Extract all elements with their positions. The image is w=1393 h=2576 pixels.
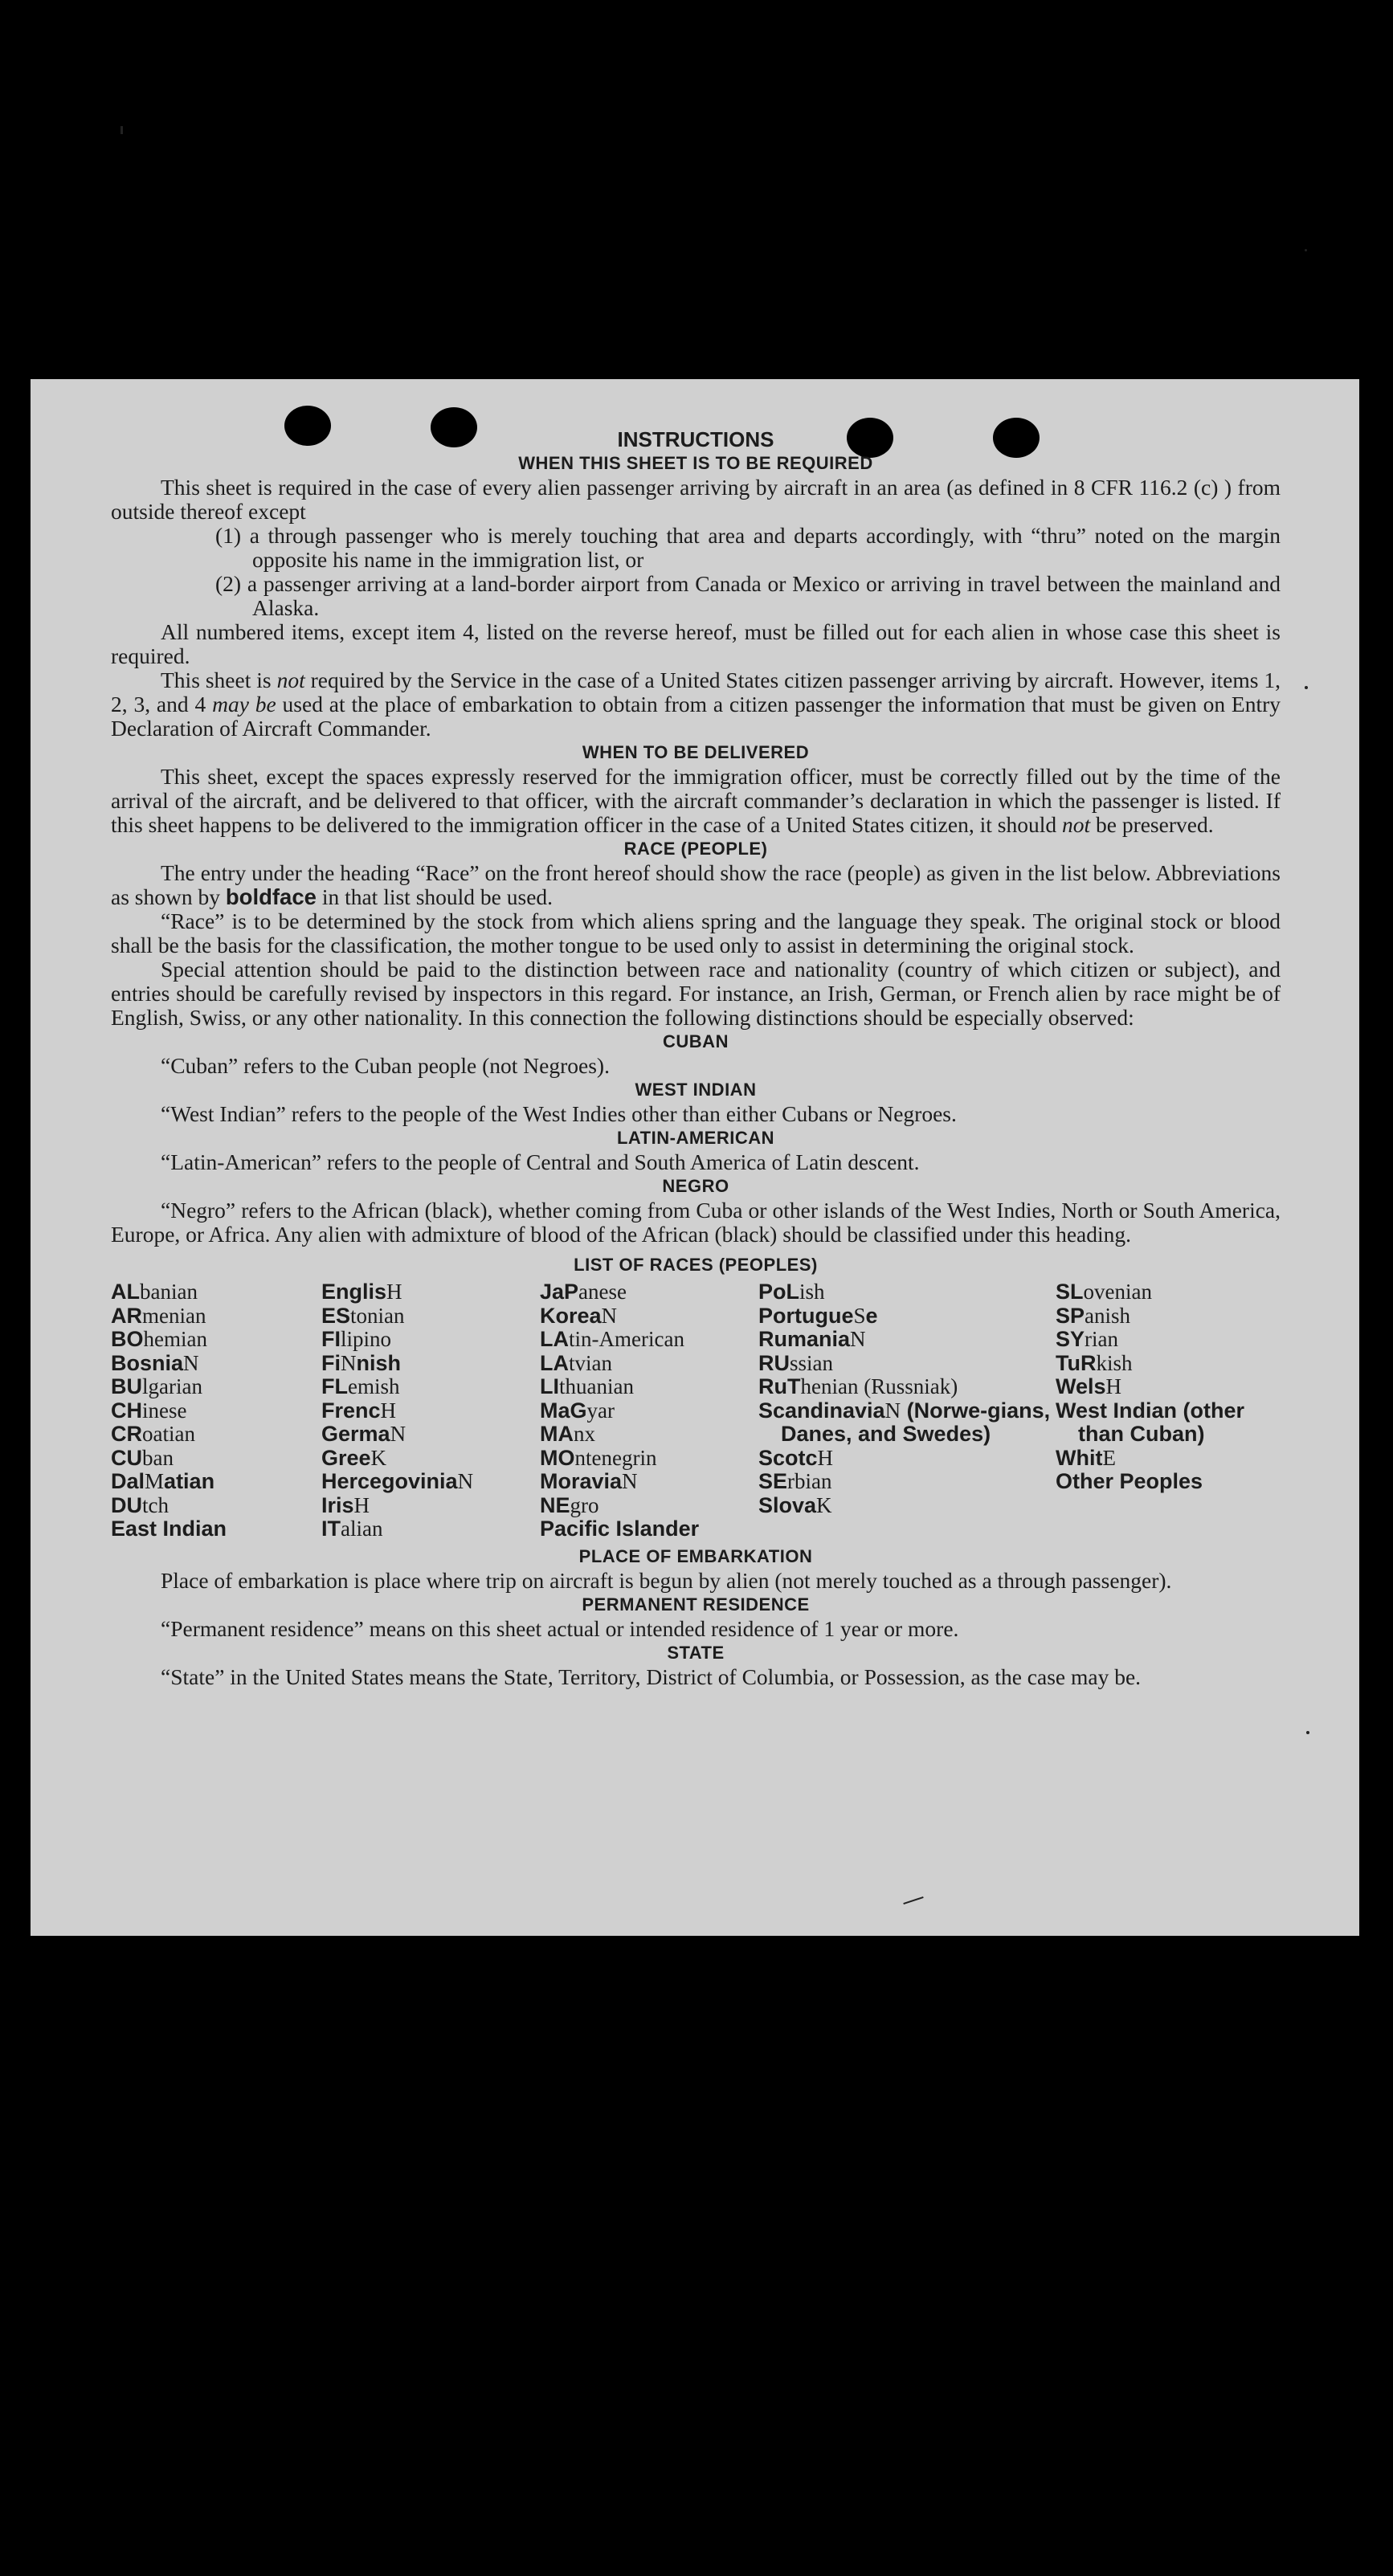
- race-abbreviation: Slova: [758, 1492, 817, 1517]
- race-abbreviation: SL: [1056, 1280, 1084, 1304]
- race-text: N: [341, 1350, 357, 1375]
- race-entry: [540, 1304, 758, 1329]
- race-entry: [1056, 1328, 1281, 1352]
- race-text: ban: [142, 1445, 174, 1470]
- race-abbreviation: Bosnia: [111, 1350, 184, 1375]
- text-run: required by the Service in the case of a United States citizen passenger arriving by aircraft. However, items 1, 2, 3, and 4: [111, 667, 1281, 716]
- bold-text: boldface: [225, 884, 317, 909]
- race-text: H: [353, 1492, 370, 1517]
- race-abbreviation: Frenc: [321, 1398, 381, 1423]
- race-text: N: [390, 1422, 406, 1446]
- race-entry: [758, 1399, 1056, 1447]
- race-entry: [540, 1352, 758, 1376]
- race-entry: [111, 1517, 321, 1541]
- race-entry: [111, 1447, 321, 1471]
- race-abbreviation: Pacific Islander: [540, 1517, 700, 1541]
- race-abbreviation: SY: [1056, 1327, 1085, 1351]
- race-entry: [540, 1447, 758, 1471]
- race-abbreviation: Scotc: [758, 1445, 818, 1470]
- scan-mark: [121, 126, 123, 134]
- document-body: [111, 427, 1281, 1689]
- italic-text: not: [276, 667, 305, 692]
- race-entry: [321, 1375, 540, 1399]
- race-text: ssian: [790, 1350, 833, 1375]
- paragraph: “Race” is to be determined by the stock from which aliens spring and the language they speak. The original stock or blood shall be the basis for the classification, the mother tongue to be used only to assist in determining the original stock.: [111, 908, 1281, 957]
- instruction-sheet: [31, 379, 1359, 1936]
- race-entry: [111, 1304, 321, 1329]
- section-heading: CUBAN: [663, 1031, 729, 1051]
- race-abbreviation: Germa: [321, 1422, 390, 1446]
- race-entry: [321, 1470, 540, 1494]
- race-text: hemian: [143, 1327, 207, 1351]
- races-column: [321, 1280, 540, 1541]
- paragraph: Place of embarkation is place where trip on aircraft is begun by alien (not merely touched as a through passenger).: [161, 1567, 1172, 1593]
- race-text: S: [853, 1303, 866, 1328]
- race-text: H: [817, 1445, 834, 1470]
- scan-mark: [1306, 1731, 1309, 1734]
- italic-text: not: [1061, 812, 1091, 837]
- paragraph: “State” in the United States means the State, Territory, District of Columbia, or Possession, as the case may be.: [161, 1664, 1142, 1689]
- race-abbreviation: ES: [321, 1303, 351, 1328]
- race-abbreviation: TuR: [1056, 1350, 1097, 1375]
- race-abbreviation: DU: [111, 1492, 142, 1517]
- races-column: [540, 1280, 758, 1541]
- race-entry: [1056, 1375, 1281, 1399]
- scan-mark: [903, 1896, 923, 1904]
- race-entry: [758, 1447, 1056, 1471]
- race-text: H: [386, 1280, 402, 1304]
- race-abbreviation: IT: [321, 1517, 341, 1541]
- race-entry: [111, 1423, 321, 1447]
- race-abbreviation: FL: [321, 1374, 348, 1398]
- race-text: emish: [348, 1374, 400, 1398]
- race-abbreviation: CU: [111, 1445, 142, 1470]
- race-abbreviation: CR: [111, 1422, 142, 1446]
- race-abbreviation: PoL: [758, 1280, 799, 1304]
- race-text: K: [816, 1492, 832, 1517]
- race-entry: [1056, 1352, 1281, 1376]
- race-entry: [111, 1375, 321, 1399]
- race-text: inese: [142, 1398, 187, 1423]
- race-entry: [111, 1328, 321, 1352]
- race-abbreviation: Moravia: [540, 1469, 623, 1493]
- race-entry: [758, 1328, 1056, 1352]
- race-text: E: [1102, 1445, 1116, 1470]
- race-abbreviation: NE: [540, 1492, 570, 1517]
- race-text: rbian: [787, 1469, 832, 1493]
- race-entry: [321, 1304, 540, 1329]
- race-text: tin-American: [569, 1327, 684, 1351]
- text-run: This sheet, except the spaces expressly reserved for the immigration officer, must be correctly filled out by the time of the arrival of the aircraft, and be delivered to that officer, with the aircraft commander’s declaration in which the passenger is listed. If this sheet happens to be delivered to the immigration officer in the case of a United States citizen, it should: [111, 764, 1281, 837]
- race-abbreviation: e: [865, 1303, 878, 1328]
- race-entry: [111, 1399, 321, 1423]
- text-run: used at the place of embarkation to obtain from a citizen passenger the information that must be given on Entry Declaration of Aircraft Commander.: [111, 692, 1281, 741]
- race-abbreviation: LA: [540, 1327, 569, 1351]
- race-entry: [758, 1494, 1056, 1518]
- race-entry: [540, 1375, 758, 1399]
- race-text: anish: [1085, 1303, 1131, 1328]
- race-abbreviation: atian: [164, 1469, 215, 1493]
- paragraph: Special attention should be paid to the distinction between race and nationality (country of which citizen or subject), and entries should be carefully revised by inspectors in this regard. For instance, an Irish, German, or French alien by race might be of English, Swiss, or any other nationality. In this connection the following distinctions should be especially observed:: [111, 957, 1281, 1030]
- race-abbreviation: Iris: [321, 1492, 354, 1517]
- race-entry: [1056, 1447, 1281, 1471]
- race-text: tonian: [350, 1303, 405, 1328]
- race-entry: [540, 1494, 758, 1518]
- race-abbreviation: (Norwe-gians, Danes, and Swedes): [781, 1398, 1051, 1446]
- section-heading: PERMANENT RESIDENCE: [582, 1594, 810, 1615]
- race-abbreviation: Korea: [540, 1303, 602, 1328]
- race-entry: [321, 1423, 540, 1447]
- race-abbreviation: Dal: [111, 1469, 145, 1493]
- races-column: [1056, 1280, 1281, 1541]
- race-text: H: [1105, 1374, 1122, 1398]
- race-text: banian: [140, 1280, 198, 1304]
- race-abbreviation: Gree: [321, 1445, 371, 1470]
- race-entry: [321, 1517, 540, 1541]
- race-abbreviation: MO: [540, 1445, 575, 1470]
- race-abbreviation: BU: [111, 1374, 142, 1398]
- race-abbreviation: nish: [356, 1350, 402, 1375]
- race-text: oatian: [142, 1422, 195, 1446]
- list-item: (2) a passenger arriving at a land-border airport from Canada or Mexico or arriving in travel between the mainland and Alaska.: [215, 571, 1281, 620]
- section-heading: RACE (PEOPLE): [623, 839, 768, 859]
- section-heading: STATE: [667, 1642, 725, 1663]
- race-abbreviation: JaP: [540, 1280, 579, 1304]
- race-abbreviation: AR: [111, 1303, 142, 1328]
- section-heading: WEST INDIAN: [635, 1080, 757, 1100]
- text-run: in that list should be used.: [316, 884, 554, 909]
- paragraph: [111, 668, 1281, 741]
- race-text: alian: [341, 1517, 383, 1541]
- section-heading: NEGRO: [662, 1176, 729, 1196]
- section-heading: LIST OF RACES (PEOPLES): [574, 1255, 818, 1275]
- race-abbreviation: SE: [758, 1469, 788, 1493]
- race-abbreviation: Other Peoples: [1056, 1469, 1203, 1493]
- race-text: M: [145, 1469, 165, 1493]
- race-text: N: [884, 1398, 901, 1423]
- race-abbreviation: AL: [111, 1280, 140, 1304]
- race-entry: [111, 1470, 321, 1494]
- paragraph: [111, 765, 1281, 837]
- race-text: ish: [799, 1280, 825, 1304]
- race-entry: [758, 1304, 1056, 1329]
- race-entry: [1056, 1280, 1281, 1304]
- scan-mark: [1305, 686, 1308, 689]
- race-entry: [321, 1352, 540, 1376]
- race-entry: [540, 1399, 758, 1423]
- race-entry: [758, 1470, 1056, 1494]
- race-abbreviation: LI: [540, 1374, 559, 1398]
- race-entry: [758, 1280, 1056, 1304]
- race-abbreviation: Scandinavia: [758, 1398, 885, 1423]
- race-text: henian (Russniak): [800, 1374, 958, 1398]
- race-abbreviation: Hercegovinia: [321, 1469, 458, 1493]
- race-abbreviation: Wels: [1056, 1374, 1106, 1398]
- race-abbreviation: Portugue: [758, 1303, 854, 1328]
- race-entry: [1056, 1399, 1281, 1447]
- race-entry: [111, 1352, 321, 1376]
- race-text: rian: [1085, 1327, 1119, 1351]
- italic-text: may be: [212, 692, 276, 716]
- race-abbreviation: LA: [540, 1350, 569, 1375]
- races-column: [111, 1280, 321, 1541]
- race-text: thuanian: [559, 1374, 634, 1398]
- race-entry: [540, 1423, 758, 1447]
- paragraph: “Cuban” refers to the Cuban people (not Negroes).: [161, 1053, 610, 1078]
- section-heading: LATIN-AMERICAN: [616, 1128, 774, 1148]
- race-abbreviation: SP: [1056, 1303, 1085, 1328]
- race-entry: [321, 1280, 540, 1304]
- race-entry: [758, 1352, 1056, 1376]
- section-heading: WHEN THIS SHEET IS TO BE REQUIRED: [518, 453, 873, 473]
- race-abbreviation: West Indian (other than Cuban): [1056, 1398, 1245, 1446]
- race-entry: [540, 1280, 758, 1304]
- race-entry: [321, 1399, 540, 1423]
- paragraph: This sheet is required in the case of every alien passenger arriving by aircraft in an area (as defined in 8 CFR 116.2 (c) ) from outside thereof except: [111, 475, 1281, 524]
- race-abbreviation: RU: [758, 1350, 790, 1375]
- race-abbreviation: CH: [111, 1398, 142, 1423]
- race-abbreviation: BO: [111, 1327, 144, 1351]
- race-text: lipino: [341, 1327, 392, 1351]
- race-abbreviation: MaG: [540, 1398, 587, 1423]
- race-text: N: [850, 1327, 866, 1351]
- race-text: tch: [142, 1492, 169, 1517]
- race-text: K: [370, 1445, 387, 1470]
- race-text: menian: [142, 1303, 206, 1328]
- race-entry: [111, 1280, 321, 1304]
- paragraph: “Permanent residence” means on this sheet actual or intended residence of 1 year or more.: [161, 1615, 959, 1641]
- race-entry: [1056, 1470, 1281, 1494]
- race-text: kish: [1096, 1350, 1133, 1375]
- race-entry: [321, 1447, 540, 1471]
- text-run: The entry under the heading “Race” on the front hereof should show the race (people) as given in the list below. Abbreviations as shown by: [111, 860, 1281, 909]
- race-text: ntenegrin: [574, 1445, 657, 1470]
- race-text: gro: [570, 1492, 599, 1517]
- races-list: [111, 1280, 1281, 1541]
- race-entry: [111, 1494, 321, 1518]
- race-entry: [540, 1470, 758, 1494]
- race-abbreviation: Englis: [321, 1280, 387, 1304]
- race-abbreviation: MA: [540, 1422, 574, 1446]
- race-abbreviation: FI: [321, 1327, 341, 1351]
- section-heading: PLACE OF EMBARKATION: [578, 1545, 813, 1566]
- race-entry: [758, 1375, 1056, 1399]
- race-abbreviation: RuT: [758, 1374, 801, 1398]
- race-text: N: [622, 1469, 638, 1493]
- text-run: be preserved.: [1090, 812, 1214, 837]
- race-entry: [540, 1328, 758, 1352]
- race-text: anese: [578, 1280, 627, 1304]
- paragraph: [111, 861, 1281, 909]
- paragraph: “Negro” refers to the African (black), whether coming from Cuba or other islands of the West Indies, North or South America, Europe, or Africa. Any alien with admixture of blood of the African (black) should be classified under this heading.: [111, 1198, 1281, 1247]
- race-abbreviation: Fi: [321, 1350, 341, 1375]
- race-abbreviation: Whit: [1056, 1445, 1103, 1470]
- race-entry: [1056, 1304, 1281, 1329]
- race-entry: [321, 1494, 540, 1518]
- race-abbreviation: Rumania: [758, 1327, 851, 1351]
- race-text: N: [457, 1469, 474, 1493]
- race-entry: [321, 1328, 540, 1352]
- race-text: lgarian: [142, 1374, 202, 1398]
- races-column: [758, 1280, 1056, 1541]
- paragraph: All numbered items, except item 4, listed on the reverse hereof, must be filled out for each alien in whose case this sheet is required.: [111, 619, 1281, 668]
- race-text: ovenian: [1083, 1280, 1152, 1304]
- scan-mark: [1305, 249, 1307, 251]
- race-text: H: [380, 1398, 397, 1423]
- race-entry: [540, 1517, 758, 1541]
- race-text: tvian: [569, 1350, 612, 1375]
- page-title: INSTRUCTIONS: [617, 427, 774, 451]
- race-text: yar: [586, 1398, 615, 1423]
- section-heading: WHEN TO BE DELIVERED: [582, 742, 810, 762]
- list-item: (1) a through passenger who is merely touching that area and departs accordingly, with “thru” noted on the margin opposite his name in the immigration list, or: [215, 523, 1281, 572]
- paragraph: “West Indian” refers to the people of the West Indies other than either Cubans or Negroes.: [161, 1101, 957, 1126]
- race-text: nx: [574, 1422, 595, 1446]
- race-text: N: [601, 1303, 618, 1328]
- race-text: N: [183, 1350, 199, 1375]
- race-abbreviation: East Indian: [111, 1517, 227, 1541]
- text-run: This sheet is: [161, 667, 277, 692]
- paragraph: “Latin-American” refers to the people of Central and South America of Latin descent.: [161, 1149, 920, 1174]
